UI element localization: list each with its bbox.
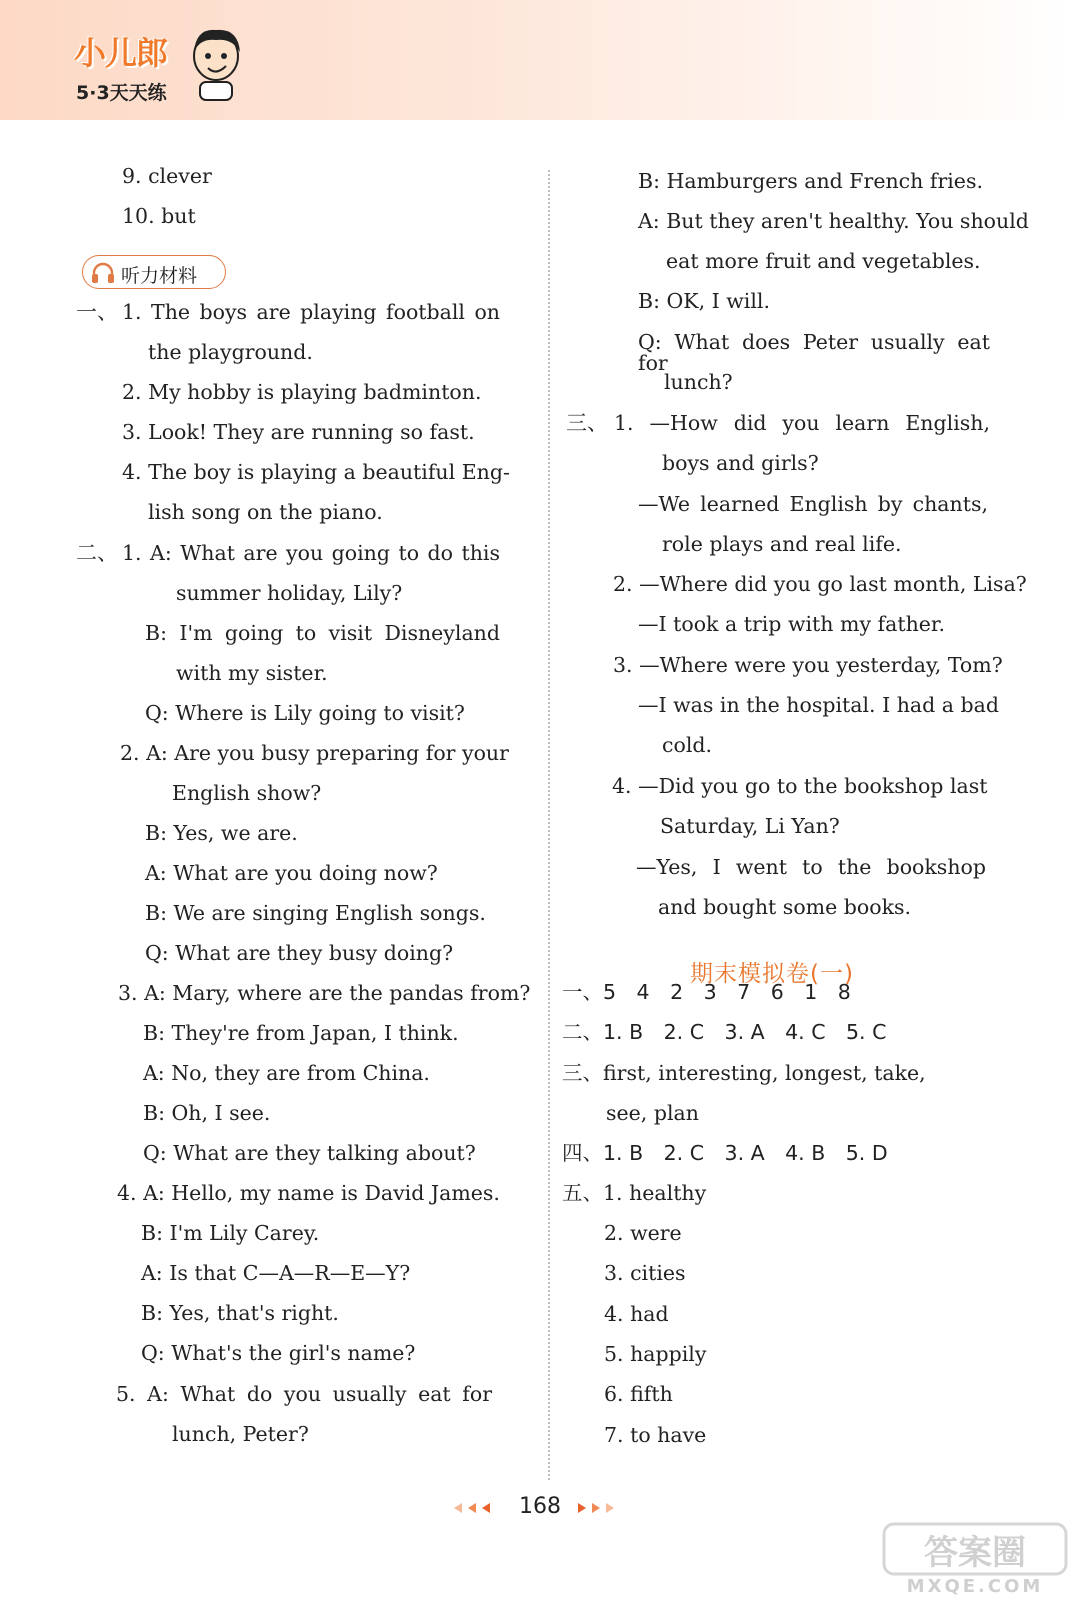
text-line: lunch, Peter? bbox=[172, 1422, 309, 1446]
watermark-top: 答案圈 bbox=[924, 1533, 1026, 1573]
text-line: 4. A: Hello, my name is David James. bbox=[117, 1181, 500, 1205]
answer-line: 10. but bbox=[122, 204, 196, 228]
text-line: 3. Look! They are running so fast. bbox=[122, 420, 475, 444]
answer-key-line: 四、1. B 2. C 3. A 4. B 5. D bbox=[562, 1141, 888, 1165]
text-line: A: Is that C—A—R—E—Y? bbox=[141, 1261, 411, 1285]
text-line: Q: What does Peter usually eat for bbox=[638, 330, 990, 375]
answer-key-line: 5. happily bbox=[604, 1342, 707, 1366]
text-line: A: What are you doing now? bbox=[145, 861, 438, 885]
text-line: —I took a trip with my father. bbox=[638, 612, 945, 636]
text-line: 2. —Where did you go last month, Lisa? bbox=[613, 572, 1027, 596]
text-line: eat more fruit and vegetables. bbox=[666, 249, 981, 273]
text-line: 1. —How did you learn English, bbox=[614, 411, 990, 435]
text-line: B: I'm going to visit Disneyland bbox=[145, 621, 500, 645]
text-line: 4. The boy is playing a beautiful Eng- bbox=[122, 460, 510, 484]
text-line: 3. —Where were you yesterday, Tom? bbox=[613, 653, 1003, 677]
text-line: 4. —Did you go to the bookshop last bbox=[612, 774, 988, 798]
page-footer bbox=[440, 1494, 640, 1524]
text-line: 1. A: What are you going to do this bbox=[122, 541, 500, 565]
text-line: role plays and real life. bbox=[662, 532, 902, 556]
mascot-icon bbox=[186, 22, 246, 102]
answer-key-line: 4. had bbox=[604, 1302, 669, 1326]
text-line: summer holiday, Lily? bbox=[176, 581, 403, 605]
text-line: B: I'm Lily Carey. bbox=[141, 1221, 320, 1245]
answer-key-line: 一、5 4 2 3 7 6 1 8 bbox=[562, 980, 851, 1004]
text-line: with my sister. bbox=[176, 661, 328, 685]
column-divider bbox=[548, 170, 550, 1480]
answer-key-line: 3. cities bbox=[604, 1261, 686, 1285]
brand-logo bbox=[74, 28, 244, 108]
text-line: cold. bbox=[662, 733, 713, 757]
text-line: 2. My hobby is playing badminton. bbox=[122, 380, 482, 404]
watermark-logo bbox=[880, 1520, 1070, 1596]
text-line: —We learned English by chants, bbox=[638, 492, 988, 516]
text-line: B: OK, I will. bbox=[638, 289, 770, 313]
triangle-right-icon bbox=[572, 1501, 614, 1515]
exam-title: 期末模拟卷(一) bbox=[690, 961, 854, 987]
text-line: English show? bbox=[172, 781, 322, 805]
text-line: 2. A: Are you busy preparing for your bbox=[120, 741, 509, 765]
section-number: 三、 bbox=[566, 411, 608, 435]
page-number: 168 bbox=[519, 1494, 561, 1519]
brand-title: 小儿郎 bbox=[74, 34, 168, 72]
text-line: B: We are singing English songs. bbox=[145, 901, 486, 925]
text-line: lunch? bbox=[664, 370, 733, 394]
text-line: B: Yes, we are. bbox=[145, 821, 298, 845]
answer-key-line: 2. were bbox=[604, 1221, 682, 1245]
text-line: A: No, they are from China. bbox=[143, 1061, 430, 1085]
text-line: and bought some books. bbox=[658, 895, 912, 919]
answer-key-line: 6. fifth bbox=[604, 1382, 673, 1406]
answer-key-line: 7. to have bbox=[604, 1423, 707, 1447]
answer-key-line: 三、first, interesting, longest, take, bbox=[562, 1061, 926, 1085]
headphones-icon bbox=[91, 262, 115, 284]
text-line: A: But they aren't healthy. You should bbox=[638, 209, 1029, 233]
text-line: B: Hamburgers and French fries. bbox=[638, 169, 983, 193]
section-number: 二、 bbox=[76, 541, 118, 565]
text-line: Q: What are they busy doing? bbox=[145, 941, 454, 965]
tag-label: 听力材料 bbox=[121, 265, 198, 287]
text-line: Q: What are they talking about? bbox=[143, 1141, 476, 1165]
section-number: 一、 bbox=[76, 300, 118, 324]
answer-key-line: 五、1. healthy bbox=[562, 1181, 707, 1205]
brand-subtitle: 5·3天天练 bbox=[76, 82, 167, 104]
text-line: the playground. bbox=[148, 340, 313, 364]
text-line: lish song on the piano. bbox=[148, 500, 383, 524]
text-line: Saturday, Li Yan? bbox=[660, 814, 840, 838]
text-line: 3. A: Mary, where are the pandas from? bbox=[118, 981, 531, 1005]
text-line: 5. A: What do you usually eat for bbox=[116, 1382, 492, 1406]
text-line: —Yes, I went to the bookshop bbox=[636, 855, 986, 879]
listening-material-tag bbox=[82, 255, 226, 289]
text-line: —I was in the hospital. I had a bad bbox=[638, 693, 999, 717]
text-line: B: Yes, that's right. bbox=[141, 1301, 339, 1325]
answer-key-line: 二、1. B 2. C 3. A 4. C 5. C bbox=[562, 1020, 887, 1044]
text-line: boys and girls? bbox=[662, 451, 819, 475]
watermark-bottom: MXQE.COM bbox=[906, 1576, 1044, 1596]
text-line: Q: Where is Lily going to visit? bbox=[145, 701, 465, 725]
triangle-left-icon bbox=[454, 1501, 496, 1515]
answer-line: 9. clever bbox=[122, 164, 212, 188]
text-line: B: Oh, I see. bbox=[143, 1101, 271, 1125]
text-line: Q: What's the girl's name? bbox=[141, 1341, 416, 1365]
text-line: 1. The boys are playing football on bbox=[122, 300, 500, 324]
answer-key-line: see, plan bbox=[606, 1101, 699, 1125]
text-line: B: They're from Japan, I think. bbox=[143, 1021, 459, 1045]
